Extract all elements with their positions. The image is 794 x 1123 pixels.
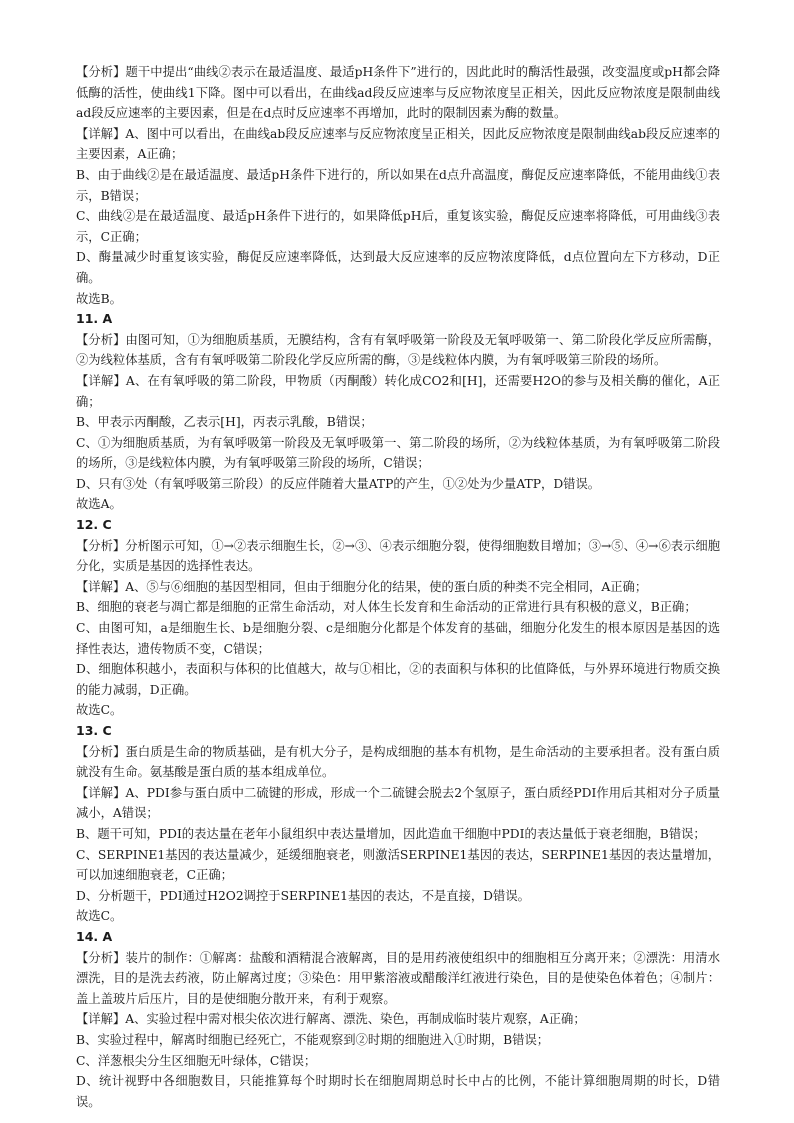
question-number: 13. C xyxy=(76,723,112,738)
answer-paragraph: D、分析题干，PDI通过H2O2调控于SERPINE1基因的表达，不是直接，D错误。 xyxy=(76,888,530,903)
answer-paragraph: B、实验过程中，解离时细胞已经死亡，不能观察到②时期的细胞进入①时期，B错误； xyxy=(76,1032,550,1047)
answer-paragraph: B、细胞的衰老与凋亡都是细胞的正常生命活动，对人体生长发育和生命活动的正常进行具有积极的意义，B正确； xyxy=(76,600,697,615)
answer-paragraph: D、酶量减少时重复该实验，酶促反应速率降低，达到最大反应速率的反应物浓度降低，d点位置向左下方移动，D正确。 xyxy=(76,250,720,285)
answer-paragraph: 故选A。 xyxy=(76,497,122,512)
answer-paragraph: 故选C。 xyxy=(76,703,123,718)
answer-paragraph: C、曲线②是在最适温度、最适pH条件下进行的，如果降低pH后，重复该实验，酶促反应速率将降低，可用曲线③表示，C正确； xyxy=(76,209,720,244)
answer-paragraph: C、由图可知，a是细胞生长、b是细胞分裂、c是细胞分化都是个体发育的基础，细胞分化发生的根本原因是基因的选择性表达，遗传物质不变，C错误； xyxy=(76,621,720,656)
answer-paragraph: 【详解】A、在有氧呼吸的第二阶段，甲物质（丙酮酸）转化成CO2和[H]，还需要H2O的参与及相关酶的催化，A正确； xyxy=(76,373,720,409)
answer-paragraph: 【详解】A、⑤与⑥细胞的基因型相同，但由于细胞分化的结果，使的蛋白质的种类不完全相同，A正确； xyxy=(76,579,648,594)
answer-paragraph: B、由于曲线②是在最适温度、最适pH条件下进行的，所以如果在d点升高温度，酶促反应速率降低，不能用曲线①表示，B错误； xyxy=(76,167,720,203)
answer-paragraph: B、题干可知，PDI的表达量在老年小鼠组织中表达量增加，因此造血干细胞中PDI的表达量低于衰老细胞，B错误； xyxy=(76,826,706,841)
answer-paragraph: 【详解】A、实验过程中需对根尖依次进行解离、漂洗、染色，再制成临时装片观察，A正确； xyxy=(76,1012,586,1027)
answer-paragraph: 【分析】由图可知，①为细胞质基质，无膜结构，含有有氧呼吸第一阶段及无氧呼吸第一、第二阶段化学反应所需酶，②为线粒体基质，含有有氧呼吸第二阶段化学反应所需的酶，③是线粒体内膜，为有氧呼吸第三阶段的场所。 xyxy=(76,332,720,368)
answer-paragraph: 【详解】A、PDI参与蛋白质中二硫键的形成，形成一个二硫键会脱去2个氢原子，蛋白质经PDI作用后其相对分子质量减小，A错误； xyxy=(76,785,720,821)
question-number: 11. A xyxy=(76,311,113,327)
answer-paragraph: 【分析】题干中提出“曲线②表示在最适温度、最适pH条件下”进行的，因此此时的酶活性最强，改变温度或pH都会降低酶的活性，使曲线1下降。图中可以看出，在曲线ad段反应速率与反应物浓度呈正相关，因此反应物浓度是限制曲线ad段反应速率的主要因素，但是在d点时反应速率不再增加，此时的限制因素为酶的数量。 xyxy=(76,65,720,121)
answer-paragraph: C、SERPINE1基因的表达量减少，延缓细胞衰老，则激活SERPINE1基因的表达，SERPINE1基因的表达量增加，可以加速细胞衰老，C正确； xyxy=(76,847,720,883)
question-number: 14. A xyxy=(76,928,113,944)
answer-paragraph: 【分析】蛋白质是生命的物质基础，是有机大分子，是构成细胞的基本有机物，是生命活动的主要承担者。没有蛋白质就没有生命。氨基酸是蛋白质的基本组成单位。 xyxy=(76,744,720,780)
answer-paragraph: C、洋葱根尖分生区细胞无叶绿体，C错误； xyxy=(76,1053,317,1068)
answer-document xyxy=(76,62,720,1112)
answer-paragraph: D、统计视野中各细胞数目，只能推算每个时期时长在细胞周期总时长中占的比例，不能计算细胞周期的时长，D错误。 xyxy=(76,1074,720,1109)
answer-paragraph: D、细胞体积越小，表面积与体积的比值越大，故与①相比，②的表面积与体积的比值降低，与外界环境进行物质交换的能力减弱，D正确。 xyxy=(76,662,720,697)
answer-paragraph: 【分析】装片的制作：①解离：盐酸和酒精混合液解离，目的是用药液使组织中的细胞相互分离开来；②漂洗：用清水漂洗，目的是洗去药液，防止解离过度；③染色：用甲紫溶液或醋酸洋红液进行染色，目的是使染色体着色；④制片：盖上盖玻片后压片，目的是使细胞分散开来，有利于观察。 xyxy=(76,950,720,1006)
answer-paragraph: B、甲表示丙酮酸，乙表示[H]，丙表示乳酸，B错误； xyxy=(76,415,373,430)
answer-paragraph: C、①为细胞质基质，为有氧呼吸第一阶段及无氧呼吸第一、第二阶段的场所，②为线粒体基质，为有氧呼吸第二阶段的场所，③是线粒体内膜，为有氧呼吸第三阶段的场所，C错误； xyxy=(76,435,720,471)
answer-paragraph: 故选B。 xyxy=(76,291,122,306)
answer-paragraph: 【分析】分析图示可知，①→②表示细胞生长，②→③、④表示细胞分裂，使得细胞数目增加；③→⑤、④→⑥表示细胞分化，实质是基因的选择性表达。 xyxy=(76,538,720,574)
answer-paragraph: 故选C。 xyxy=(76,909,123,924)
question-number: 12. C xyxy=(76,517,112,533)
answer-paragraph: 【详解】A、图中可以看出，在曲线ab段反应速率与反应物浓度呈正相关，因此反应物浓度是限制曲线ab段反应速率的主要因素，A正确； xyxy=(76,126,720,162)
answer-paragraph: D、只有③处（有氧呼吸第三阶段）的反应伴随着大量ATP的产生，①②处为少量ATP，D错误。 xyxy=(76,476,601,491)
